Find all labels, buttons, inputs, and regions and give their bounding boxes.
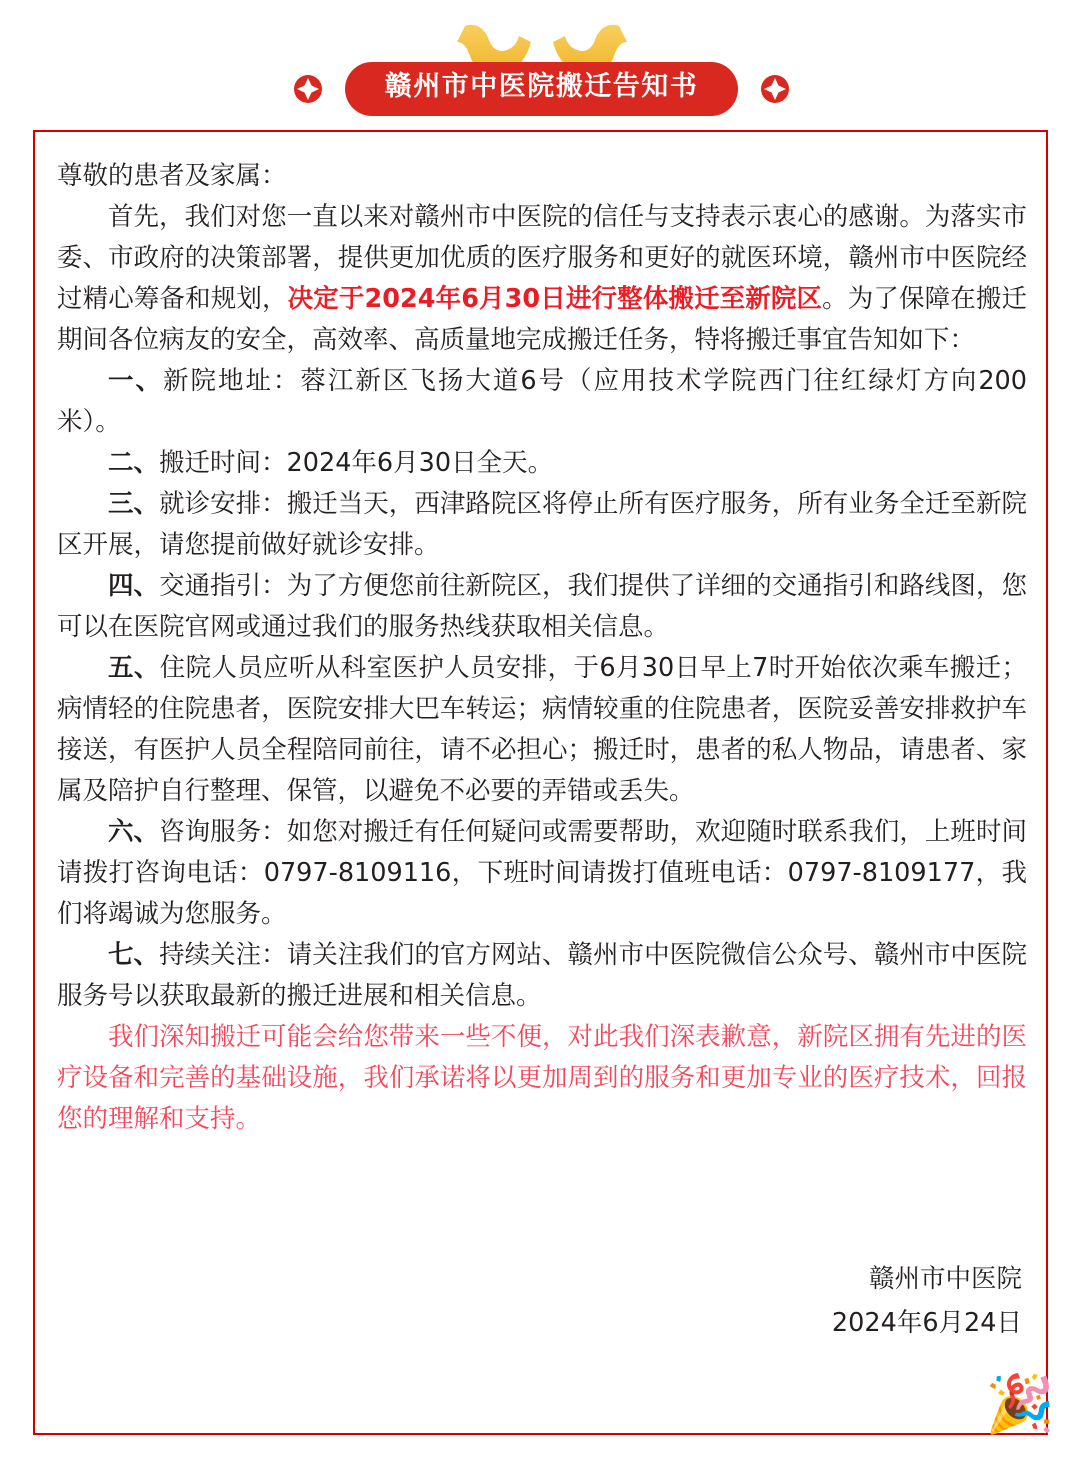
diamond-icon-left [293,74,323,104]
list-item [57,361,1027,443]
signature-date: 2024年6月24日 [831,1308,1022,1338]
party-popper-icon: 🎉 [985,1372,1055,1437]
list-item [57,935,1027,1017]
document-frame [33,130,1055,1437]
intro-highlight: 决定于2024年6月30日进行整体搬迁至新院区 [287,284,823,314]
list-item [57,484,1027,566]
signature-organization: 赣州市中医院 [868,1264,1022,1294]
item-number: 七、 [108,940,160,970]
item-number: 三、 [108,489,160,519]
list-item [57,566,1027,648]
header-title-row [0,62,1083,116]
closing-paragraph: 我们深知搬迁可能会给您带来一些不便，对此我们深表歉意，新院区拥有先进的医疗设备和完善的基础设施，我们承诺将以更加周到的服务和更加专业的医疗技术，回报您的理解和支持。 [57,1022,1027,1134]
item-number: 五、 [108,653,160,683]
item-text: 就诊安排：搬迁当天，西津路院区将停止所有医疗服务，所有业务全迁至新院区开展，请您提前做好就诊安排。 [57,489,1027,560]
signature-block [832,1257,1022,1345]
list-item [57,812,1027,935]
document-body [57,156,1027,1140]
item-number: 一、 [108,366,163,396]
salutation: 尊敬的患者及家属： [57,161,287,191]
intro-text-part1: 首先，我们对您一直以来对赣州市中医院的信任与支持表示衷心的感谢。为落实市委、市政府的决策部署，提供更加优质的医疗服务和更好的就医环境，赣州市中医院经过精心筹备和规划， [57,202,1027,314]
item-text: 咨询服务：如您对搬迁有任何疑问或需要帮助，欢迎随时联系我们，上班时间请拨打咨询电话：0797-8109116，下班时间请拨打值班电话：0797-8109177，我们将竭诚为您服务。 [57,817,1027,929]
intro-text-part2: 。为了保障在搬迁期间各位病友的安全，高效率、高质量地完成搬迁任务，特将搬迁事宜告知如下： [57,284,1027,355]
item-text: 持续关注：请关注我们的官方网站、赣州市中医院微信公众号、赣州市中医院服务号以获取最新的搬迁进展和相关信息。 [57,940,1027,1011]
item-number: 四、 [108,571,160,601]
item-text: 搬迁时间：2024年6月30日全天。 [159,448,554,478]
item-text: 新院地址：蓉江新区飞扬大道6号（应用技术学院西门往红绿灯方向200米）。 [57,366,1027,437]
page-header [0,0,1083,130]
list-item [57,443,1027,484]
page-title: 赣州市中医院搬迁告知书 [345,62,739,116]
item-text: 交通指引：为了方便您前往新院区，我们提供了详细的交通指引和路线图，您可以在医院官网或通过我们的服务热线获取相关信息。 [57,571,1027,642]
list-item [57,648,1027,812]
item-number: 二、 [108,448,160,478]
item-text: 住院人员应听从科室医护人员安排，于6月30日早上7时开始依次乘车搬迁；病情轻的住院患者，医院安排大巴车转运；病情较重的住院患者，医院妥善安排救护车接送，有医护人员全程陪同前往，请不必担心；搬迁时，患者的私人物品，请患者、家属及陪护自行整理、保管，以避免不必要的弄错或丢失。 [57,653,1027,806]
intro-paragraph [57,197,1027,361]
item-number: 六、 [108,817,160,847]
diamond-icon-right [760,74,790,104]
